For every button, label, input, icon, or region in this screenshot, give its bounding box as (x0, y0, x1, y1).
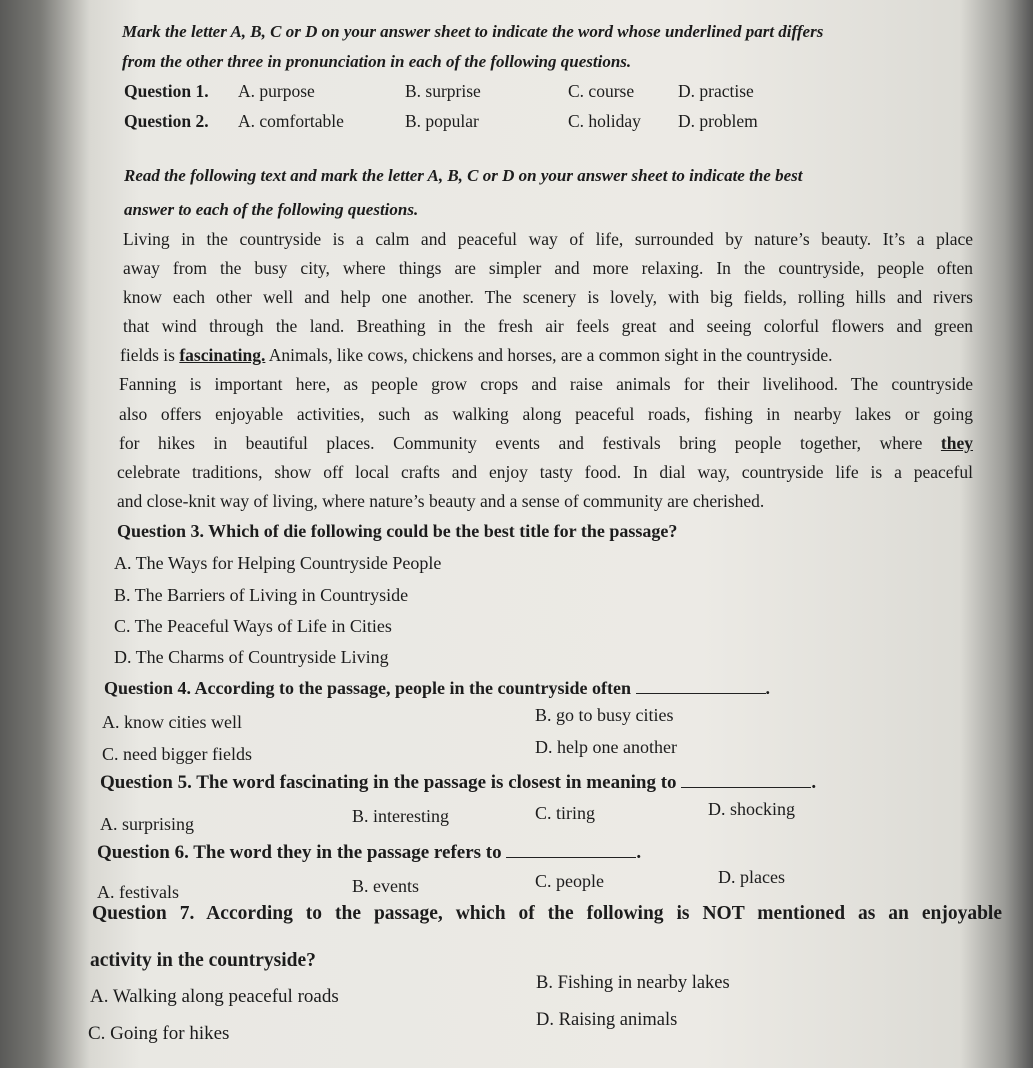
question-6-option-d[interactable]: D. places (718, 867, 785, 887)
passage-line-10: and close-knit way of living, where nature’s beauty and a sense of community are cherished. (117, 491, 765, 511)
passage-line-7: also offers enjoyable activities, such as walking along peaceful roads, fishing in nearby lakes or going (119, 404, 973, 424)
word-they: they (940, 433, 973, 453)
passage-line-4: that wind through the land. Breathing in the fresh air feels great and seeing colorful flowers and green (123, 316, 973, 336)
instructions-2-line-1: Read the following text and mark the letter A, B, C or D on your answer sheet to indicate the best (124, 166, 803, 185)
passage-line-6: Fanning is important here, as people grow crops and raise animals for their livelihood. The countryside (119, 374, 973, 394)
question-4-stem: Question 4. According to the passage, people in the countryside often . (104, 678, 771, 698)
question-7-option-b[interactable]: B. Fishing in nearby lakes (536, 973, 730, 993)
question-4-option-b[interactable]: B. go to busy cities (535, 705, 674, 725)
question-3-option-b[interactable]: B. The Barriers of Living in Countryside (114, 585, 409, 605)
question-3-stem: Question 3. Which of die following could be the best title for the passage? (117, 521, 678, 541)
question-4-option-d[interactable]: D. help one another (535, 737, 677, 757)
passage-line-1: Living in the countryside is a calm and peaceful way of life, surrounded by nature’s beauty. It’s a place (123, 229, 973, 249)
question-7-option-d[interactable]: D. Raising animals (536, 1010, 678, 1030)
question-7-option-c[interactable]: C. Going for hikes (88, 1023, 230, 1044)
question-6-option-c[interactable]: C. people (535, 871, 604, 891)
question-5-option-d[interactable]: D. shocking (708, 799, 795, 819)
question-4-option-a[interactable]: A. know cities well (102, 712, 242, 732)
question-1-option-b[interactable]: B. surprise (405, 81, 481, 101)
question-4-option-c[interactable]: C. need bigger fields (102, 744, 252, 764)
question-1-option-a[interactable]: A. purpose (238, 81, 315, 101)
question-6-option-a[interactable]: A. festivals (97, 882, 179, 902)
instructions-2-line-2: answer to each of the following questions. (124, 200, 419, 219)
question-5-option-b[interactable]: B. interesting (352, 806, 449, 826)
question-5-stem: Question 5. The word fascinating in the passage is closest in meaning to . (100, 772, 817, 793)
instructions-1-line-2: from the other three in pronunciation in each of the following questions. (122, 52, 632, 71)
question-3-option-a[interactable]: A. The Ways for Helping Countryside People (114, 553, 442, 573)
question-2-option-c[interactable]: C. holiday (568, 111, 641, 131)
question-7-stem-line-2: activity in the countryside? (90, 950, 316, 971)
question-2-option-d[interactable]: D. problem (678, 111, 758, 131)
question-7-option-a[interactable]: A. Walking along peaceful roads (90, 986, 339, 1007)
question-5-option-c[interactable]: C. tiring (535, 803, 596, 823)
question-1-option-c[interactable]: C. course (568, 81, 635, 101)
question-6-stem: Question 6. The word they in the passage refers to . (97, 842, 642, 863)
question-1-option-d[interactable]: D. practise (678, 81, 754, 101)
word-fascinating: fascinating. (179, 345, 266, 365)
instructions-1-line-1: Mark the letter A, B, C or D on your answer sheet to indicate the word whose underlined part differs (122, 22, 824, 41)
question-3-option-d[interactable]: D. The Charms of Countryside Living (114, 647, 389, 667)
question-6-option-b[interactable]: B. events (352, 876, 419, 896)
question-2-option-b[interactable]: B. popular (405, 111, 479, 131)
question-5-option-a[interactable]: A. surprising (100, 814, 194, 834)
question-1-label: Question 1. (124, 81, 209, 101)
question-2-label: Question 2. (124, 111, 209, 131)
passage-line-3: know each other well and help one another. The scenery is lovely, with big fields, rolling hills and rivers (123, 287, 973, 307)
passage-line-2: away from the busy city, where things are simpler and more relaxing. In the countryside, people often (123, 258, 973, 278)
passage-line-9: celebrate traditions, show off local crafts and enjoy tasty food. In dial way, countryside life is a peaceful (117, 462, 973, 482)
question-7-stem-line-1: Question 7. According to the passage, which of the following is NOT mentioned as an enjoyable (92, 903, 1002, 924)
passage-line-8: for hikes in beautiful places. Community events and festivals bring people together, where they (119, 433, 973, 453)
answer-blank[interactable] (681, 773, 811, 788)
question-3-option-c[interactable]: C. The Peaceful Ways of Life in Cities (114, 616, 392, 636)
answer-blank[interactable] (506, 843, 636, 858)
question-2-option-a[interactable]: A. comfortable (238, 111, 344, 131)
answer-blank[interactable] (636, 679, 766, 694)
passage-line-5: fields is fascinating. Animals, like cows, chickens and horses, are a common sight in the countryside. (120, 345, 833, 365)
